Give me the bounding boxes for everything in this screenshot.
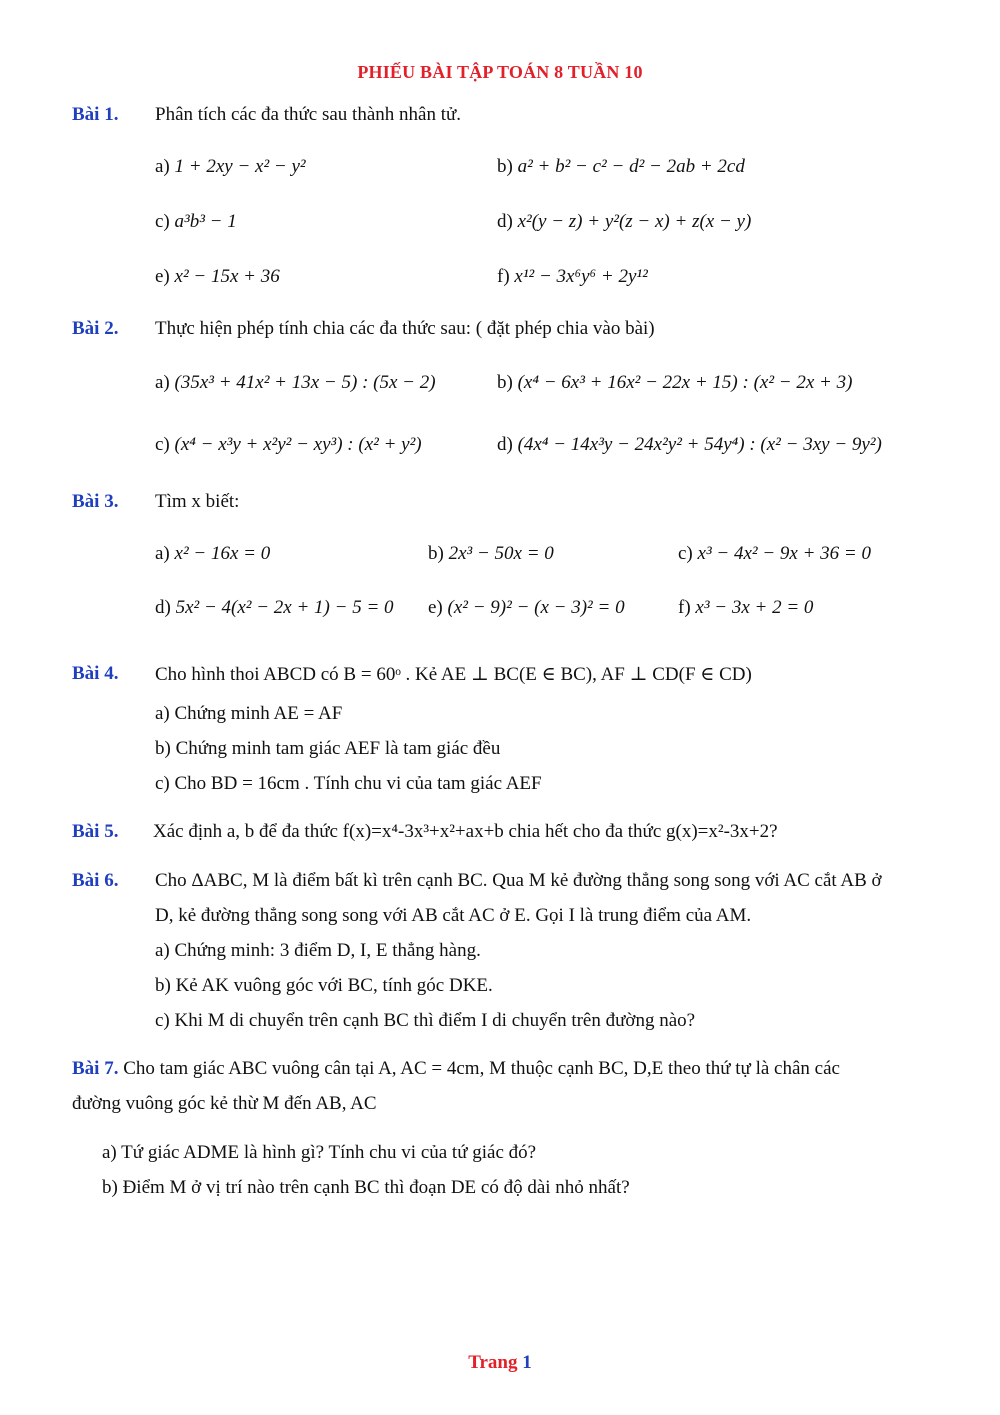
ex3-item-a bbox=[155, 543, 270, 565]
math-expression: x²(y − z) + y²(z − x) + z(x − y) bbox=[517, 211, 752, 232]
item-letter: f) bbox=[497, 266, 510, 287]
math-expression: a² + b² − c² − d² − 2ab + 2cd bbox=[517, 156, 745, 177]
math-expression: x³ − 3x + 2 = 0 bbox=[695, 597, 814, 618]
exercise-4-label: Bài 4. bbox=[72, 663, 119, 684]
ex6-item-a: a) Chứng minh: 3 điểm D, I, E thẳng hàng. bbox=[155, 940, 481, 961]
item-letter: c) bbox=[678, 543, 693, 564]
item-letter: a) bbox=[155, 543, 170, 564]
math-expression: (x² − 9)² − (x − 3)² = 0 bbox=[447, 597, 625, 618]
item-letter: b) bbox=[428, 543, 444, 564]
exercise-2-label: Bài 2. bbox=[72, 318, 119, 339]
ex1-item-f bbox=[497, 266, 648, 288]
exercise-3-label: Bài 3. bbox=[72, 491, 119, 512]
math-expression: 1 + 2xy − x² − y² bbox=[174, 156, 306, 177]
math-expression: a³b³ − 1 bbox=[174, 211, 237, 232]
exercise-4-prompt: Cho hình thoi ABCD có B = 60ᵒ . Kẻ AE ⊥ BC(E ∈ BC), AF ⊥ CD(F ∈ CD) bbox=[155, 664, 752, 685]
ex3-item-b bbox=[428, 543, 554, 565]
ex2-item-a bbox=[155, 372, 436, 394]
item-letter: e) bbox=[155, 266, 170, 287]
exercise-1-prompt: Phân tích các đa thức sau thành nhân tử. bbox=[155, 104, 462, 125]
item-letter: c) bbox=[155, 434, 170, 455]
exercise-1-label: Bài 1. bbox=[72, 104, 119, 125]
ex2-item-c bbox=[155, 434, 422, 456]
exercise-7-line-2: đường vuông góc kẻ thừ M đến AB, AC bbox=[72, 1093, 377, 1114]
item-letter: a) bbox=[155, 156, 170, 177]
math-expression: x² − 15x + 36 bbox=[174, 266, 280, 287]
ex1-item-a bbox=[155, 156, 306, 178]
ex7-item-a: a) Tứ giác ADME là hình gì? Tính chu vi của tứ giác đó? bbox=[102, 1142, 537, 1163]
exercise-6-line-1: Cho ΔABC, M là điểm bất kì trên cạnh BC. Qua M kẻ đường thẳng song song với AC cắt AB ở bbox=[155, 870, 882, 891]
ex2-item-d bbox=[497, 434, 882, 456]
exercise-7-label: Bài 7. bbox=[72, 1058, 119, 1079]
math-expression: 5x² − 4(x² − 2x + 1) − 5 = 0 bbox=[175, 597, 394, 618]
ex6-item-b: b) Kẻ AK vuông góc với BC, tính góc DKE. bbox=[155, 975, 493, 996]
ex1-item-c bbox=[155, 211, 237, 233]
item-letter: d) bbox=[497, 211, 513, 232]
ex1-item-b bbox=[497, 156, 745, 178]
page-footer bbox=[0, 1352, 1000, 1374]
math-expression: x² − 16x = 0 bbox=[174, 543, 271, 564]
ex1-item-d bbox=[497, 211, 751, 233]
item-letter: c) bbox=[155, 211, 170, 232]
footer-word: Trang bbox=[468, 1352, 518, 1373]
exercise-5-prompt: Xác định a, b để đa thức f(x)=x⁴-3x³+x²+ax+b chia hết cho đa thức g(x)=x²-3x+2? bbox=[153, 821, 778, 842]
item-letter: e) bbox=[428, 597, 443, 618]
math-expression: x³ − 4x² − 9x + 36 = 0 bbox=[697, 543, 871, 564]
exercise-5-label: Bài 5. bbox=[72, 821, 119, 842]
ex1-item-e bbox=[155, 266, 280, 288]
math-expression: x¹² − 3x⁶y⁶ + 2y¹² bbox=[514, 266, 648, 287]
math-expression: (x⁴ − x³y + x²y² − xy³) : (x² + y²) bbox=[174, 434, 422, 455]
exercise-6-label: Bài 6. bbox=[72, 870, 119, 891]
item-letter: d) bbox=[497, 434, 513, 455]
ex4-item-c: c) Cho BD = 16cm . Tính chu vi của tam giác AEF bbox=[155, 773, 542, 794]
exercise-2-prompt: Thực hiện phép tính chia các đa thức sau: ( đặt phép chia vào bài) bbox=[155, 318, 655, 339]
ex6-item-c: c) Khi M di chuyển trên cạnh BC thì điểm I di chuyển trên đường nào? bbox=[155, 1010, 696, 1031]
exercise-3-prompt: Tìm x biết: bbox=[155, 491, 240, 512]
ex4-item-a: a) Chứng minh AE = AF bbox=[155, 703, 343, 724]
item-letter: d) bbox=[155, 597, 171, 618]
page-number: 1 bbox=[522, 1352, 532, 1373]
item-letter: b) bbox=[497, 156, 513, 177]
ex3-item-d bbox=[155, 597, 394, 619]
ex3-item-f bbox=[678, 597, 813, 619]
exercise-6-line-2: D, kẻ đường thẳng song song với AB cắt AC ở E. Gọi I là trung điểm của AM. bbox=[155, 905, 752, 926]
ex2-item-b bbox=[497, 372, 852, 394]
exercise-7-line-1 bbox=[72, 1058, 840, 1080]
ex4-item-b: b) Chứng minh tam giác AEF là tam giác đều bbox=[155, 738, 501, 759]
item-letter: a) bbox=[155, 372, 170, 393]
exercise-7-text: Cho tam giác ABC vuông cân tại A, AC = 4cm, M thuộc cạnh BC, D,E theo thứ tự là chân các bbox=[123, 1058, 840, 1079]
item-letter: b) bbox=[497, 372, 513, 393]
ex3-item-c bbox=[678, 543, 871, 565]
math-expression: (35x³ + 41x² + 13x − 5) : (5x − 2) bbox=[174, 372, 436, 393]
item-letter: f) bbox=[678, 597, 691, 618]
math-expression: (4x⁴ − 14x³y − 24x²y² + 54y⁴) : (x² − 3xy − 9y²) bbox=[517, 434, 882, 455]
ex7-item-b: b) Điểm M ở vị trí nào trên cạnh BC thì đoạn DE có độ dài nhỏ nhất? bbox=[102, 1177, 630, 1198]
page-title: PHIẾU BÀI TẬP TOÁN 8 TUẦN 10 bbox=[357, 62, 643, 82]
math-expression: (x⁴ − 6x³ + 16x² − 22x + 15) : (x² − 2x + 3) bbox=[517, 372, 853, 393]
math-expression: 2x³ − 50x = 0 bbox=[448, 543, 554, 564]
ex3-item-e bbox=[428, 597, 625, 619]
